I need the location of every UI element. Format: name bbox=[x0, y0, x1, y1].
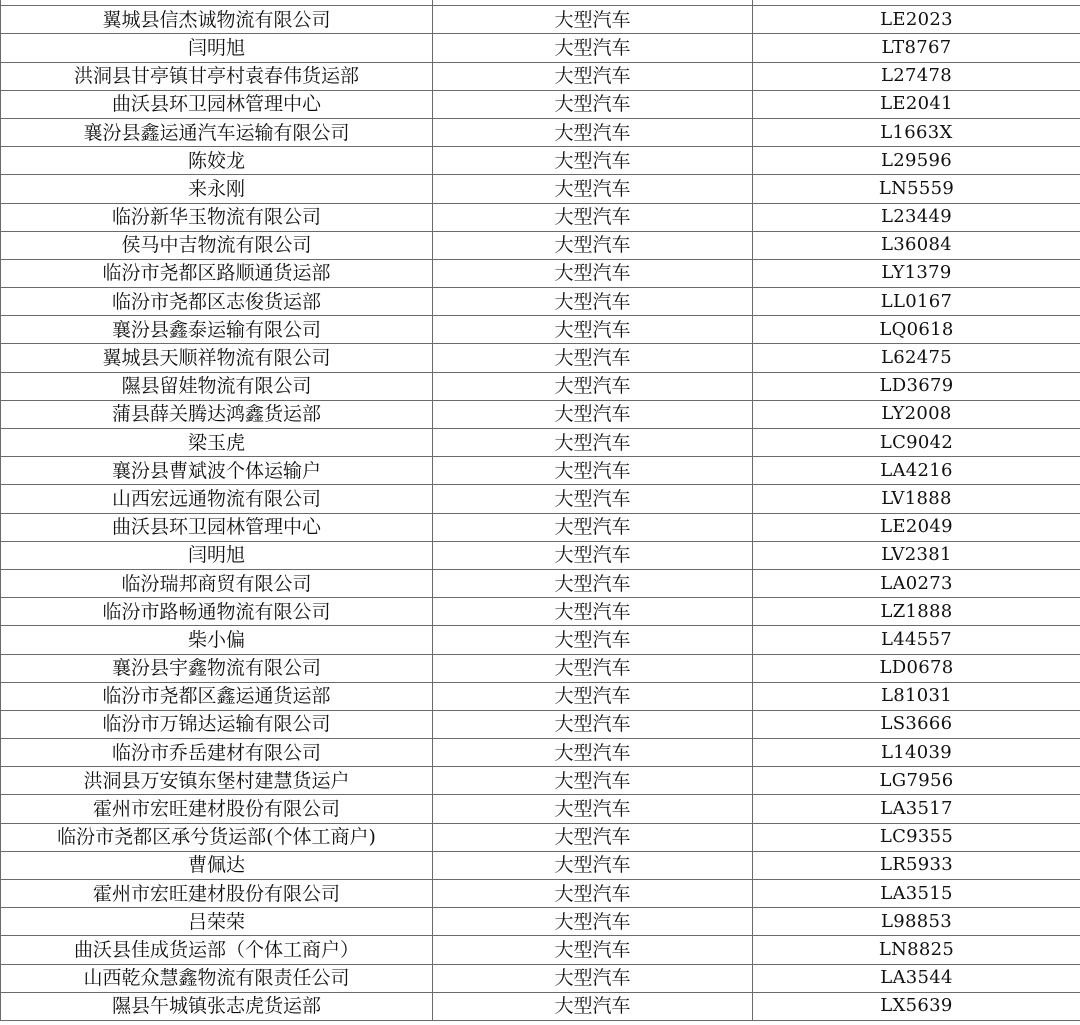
vehicle-type-cell: 大型汽车 bbox=[433, 288, 753, 316]
table-row bbox=[1, 739, 1080, 767]
plate-cell: LT8767 bbox=[753, 34, 1080, 62]
vehicle-type-cell: 大型汽车 bbox=[433, 429, 753, 457]
vehicle-type-cell: 大型汽车 bbox=[433, 34, 753, 62]
owner-cell: 翼城县信杰诚物流有限公司 bbox=[1, 6, 433, 34]
vehicle-type-cell: 大型汽车 bbox=[433, 62, 753, 90]
table-row bbox=[1, 90, 1080, 118]
plate-cell: L23449 bbox=[753, 203, 1080, 231]
owner-cell: 临汾市乔岳建材有限公司 bbox=[1, 739, 433, 767]
owner-cell: 临汾市路畅通物流有限公司 bbox=[1, 598, 433, 626]
table-row bbox=[1, 908, 1080, 936]
vehicle-type-cell: 大型汽车 bbox=[433, 344, 753, 372]
table-row bbox=[1, 147, 1080, 175]
vehicle-type-cell: 大型汽车 bbox=[433, 598, 753, 626]
plate-cell: LR5933 bbox=[753, 851, 1080, 879]
vehicle-type-cell: 大型汽车 bbox=[433, 992, 753, 1020]
plate-cell: L1663X bbox=[753, 118, 1080, 146]
plate-cell: LA3544 bbox=[753, 964, 1080, 992]
table-row bbox=[1, 880, 1080, 908]
vehicle-type-cell: 大型汽车 bbox=[433, 203, 753, 231]
owner-cell: 霍州市宏旺建材股份有限公司 bbox=[1, 795, 433, 823]
owner-cell: 隰县留娃物流有限公司 bbox=[1, 372, 433, 400]
owner-cell: 襄汾县宇鑫物流有限公司 bbox=[1, 654, 433, 682]
vehicle-type-cell: 大型汽车 bbox=[433, 569, 753, 597]
plate-cell: LY2008 bbox=[753, 400, 1080, 428]
vehicle-type-cell: 大型汽车 bbox=[433, 457, 753, 485]
vehicle-type-cell: 大型汽车 bbox=[433, 175, 753, 203]
table-row bbox=[1, 710, 1080, 738]
owner-cell: 曹佩达 bbox=[1, 851, 433, 879]
owner-cell: 襄汾县鑫泰运输有限公司 bbox=[1, 316, 433, 344]
owner-cell: 梁玉虎 bbox=[1, 429, 433, 457]
owner-cell: 临汾新华玉物流有限公司 bbox=[1, 203, 433, 231]
table-row bbox=[1, 175, 1080, 203]
table-row bbox=[1, 400, 1080, 428]
vehicle-type-cell: 大型汽车 bbox=[433, 823, 753, 851]
vehicle-type-cell: 大型汽车 bbox=[433, 964, 753, 992]
plate-cell: LG7956 bbox=[753, 767, 1080, 795]
plate-cell: L98853 bbox=[753, 908, 1080, 936]
plate-cell: LV1888 bbox=[753, 485, 1080, 513]
plate-cell: L62475 bbox=[753, 344, 1080, 372]
plate-cell: LE2023 bbox=[753, 6, 1080, 34]
owner-cell: 翼城县天顺祥物流有限公司 bbox=[1, 344, 433, 372]
vehicle-type-cell: 大型汽车 bbox=[433, 936, 753, 964]
owner-cell: 曲沃县环卫园林管理中心 bbox=[1, 513, 433, 541]
owner-cell: 临汾市尧都区承兮货运部(个体工商户) bbox=[1, 823, 433, 851]
vehicle-type-cell: 大型汽车 bbox=[433, 880, 753, 908]
vehicle-type-cell: 大型汽车 bbox=[433, 795, 753, 823]
plate-cell: LA0273 bbox=[753, 569, 1080, 597]
vehicle-type-cell: 大型汽车 bbox=[433, 485, 753, 513]
table-row bbox=[1, 231, 1080, 259]
owner-cell: 蒲县薛关腾达鸿鑫货运部 bbox=[1, 400, 433, 428]
table-row bbox=[1, 541, 1080, 569]
owner-cell: 山西宏远通物流有限公司 bbox=[1, 485, 433, 513]
plate-cell: LN8825 bbox=[753, 936, 1080, 964]
table-row bbox=[1, 457, 1080, 485]
owner-cell: 柴小偏 bbox=[1, 626, 433, 654]
vehicle-type-cell: 大型汽车 bbox=[433, 654, 753, 682]
plate-cell: LS3666 bbox=[753, 710, 1080, 738]
plate-cell: LE2049 bbox=[753, 513, 1080, 541]
table-row bbox=[1, 344, 1080, 372]
table-row bbox=[1, 682, 1080, 710]
owner-cell: 洪洞县万安镇东堡村建慧货运户 bbox=[1, 767, 433, 795]
table-row bbox=[1, 316, 1080, 344]
vehicle-type-cell: 大型汽车 bbox=[433, 710, 753, 738]
table-row bbox=[1, 569, 1080, 597]
vehicle-type-cell: 大型汽车 bbox=[433, 541, 753, 569]
plate-cell: LA3517 bbox=[753, 795, 1080, 823]
plate-cell: LZ1888 bbox=[753, 598, 1080, 626]
table-row bbox=[1, 823, 1080, 851]
vehicle-type-cell: 大型汽车 bbox=[433, 231, 753, 259]
plate-cell: LX5639 bbox=[753, 992, 1080, 1020]
vehicle-type-cell: 大型汽车 bbox=[433, 682, 753, 710]
plate-cell: LE2041 bbox=[753, 90, 1080, 118]
table-row bbox=[1, 429, 1080, 457]
plate-cell: LD0678 bbox=[753, 654, 1080, 682]
owner-cell: 山西乾众慧鑫物流有限责任公司 bbox=[1, 964, 433, 992]
table-row bbox=[1, 654, 1080, 682]
table-row bbox=[1, 259, 1080, 287]
plate-cell: L36084 bbox=[753, 231, 1080, 259]
owner-cell: 吕荣荣 bbox=[1, 908, 433, 936]
owner-cell: 襄汾县曹斌波个体运输户 bbox=[1, 457, 433, 485]
owner-cell: 来永刚 bbox=[1, 175, 433, 203]
vehicle-type-cell: 大型汽车 bbox=[433, 739, 753, 767]
plate-cell: LA3515 bbox=[753, 880, 1080, 908]
vehicle-type-cell: 大型汽车 bbox=[433, 6, 753, 34]
owner-cell: 侯马中吉物流有限公司 bbox=[1, 231, 433, 259]
table-row bbox=[1, 767, 1080, 795]
vehicle-type-cell: 大型汽车 bbox=[433, 908, 753, 936]
plate-cell: LN5559 bbox=[753, 175, 1080, 203]
plate-cell: LV2381 bbox=[753, 541, 1080, 569]
plate-cell: LQ0618 bbox=[753, 316, 1080, 344]
owner-cell: 临汾市尧都区鑫运通货运部 bbox=[1, 682, 433, 710]
plate-cell: L44557 bbox=[753, 626, 1080, 654]
vehicle-type-cell: 大型汽车 bbox=[433, 90, 753, 118]
table-row bbox=[1, 936, 1080, 964]
owner-cell: 临汾市尧都区志俊货运部 bbox=[1, 288, 433, 316]
plate-cell: LL0167 bbox=[753, 288, 1080, 316]
plate-cell: L29596 bbox=[753, 147, 1080, 175]
table-row bbox=[1, 513, 1080, 541]
owner-cell: 曲沃县佳成货运部（个体工商户） bbox=[1, 936, 433, 964]
vehicle-type-cell: 大型汽车 bbox=[433, 316, 753, 344]
plate-cell: L14039 bbox=[753, 739, 1080, 767]
table-row bbox=[1, 288, 1080, 316]
plate-cell: L27478 bbox=[753, 62, 1080, 90]
plate-cell: LY1379 bbox=[753, 259, 1080, 287]
vehicle-type-cell: 大型汽车 bbox=[433, 400, 753, 428]
owner-cell: 临汾市尧都区路顺通货运部 bbox=[1, 259, 433, 287]
vehicle-type-cell: 大型汽车 bbox=[433, 767, 753, 795]
table-row bbox=[1, 851, 1080, 879]
vehicle-type-cell: 大型汽车 bbox=[433, 118, 753, 146]
plate-cell: LC9355 bbox=[753, 823, 1080, 851]
owner-cell: 闫明旭 bbox=[1, 541, 433, 569]
owner-cell: 陈姣龙 bbox=[1, 147, 433, 175]
plate-cell: LD3679 bbox=[753, 372, 1080, 400]
owner-cell: 隰县午城镇张志虎货运部 bbox=[1, 992, 433, 1020]
table-row bbox=[1, 598, 1080, 626]
vehicle-type-cell: 大型汽车 bbox=[433, 259, 753, 287]
owner-cell: 临汾瑞邦商贸有限公司 bbox=[1, 569, 433, 597]
table-row bbox=[1, 6, 1080, 34]
owner-cell: 襄汾县鑫运通汽车运输有限公司 bbox=[1, 118, 433, 146]
table-row bbox=[1, 34, 1080, 62]
table-row bbox=[1, 372, 1080, 400]
table-row bbox=[1, 626, 1080, 654]
table-row bbox=[1, 203, 1080, 231]
table-row bbox=[1, 62, 1080, 90]
vehicle-type-cell: 大型汽车 bbox=[433, 147, 753, 175]
table-row bbox=[1, 118, 1080, 146]
owner-cell: 曲沃县环卫园林管理中心 bbox=[1, 90, 433, 118]
owner-cell: 临汾市万锦达运输有限公司 bbox=[1, 710, 433, 738]
owner-cell: 闫明旭 bbox=[1, 34, 433, 62]
vehicle-type-cell: 大型汽车 bbox=[433, 513, 753, 541]
vehicle-table-body bbox=[1, 0, 1080, 1020]
table-row bbox=[1, 964, 1080, 992]
table-row bbox=[1, 795, 1080, 823]
plate-cell: L81031 bbox=[753, 682, 1080, 710]
owner-cell: 霍州市宏旺建材股份有限公司 bbox=[1, 880, 433, 908]
vehicle-type-cell: 大型汽车 bbox=[433, 372, 753, 400]
owner-cell: 洪洞县甘亭镇甘亭村袁春伟货运部 bbox=[1, 62, 433, 90]
vehicle-type-cell: 大型汽车 bbox=[433, 851, 753, 879]
table-row bbox=[1, 992, 1080, 1020]
table-row bbox=[1, 485, 1080, 513]
vehicle-type-cell: 大型汽车 bbox=[433, 626, 753, 654]
plate-cell: LA4216 bbox=[753, 457, 1080, 485]
plate-cell: LC9042 bbox=[753, 429, 1080, 457]
